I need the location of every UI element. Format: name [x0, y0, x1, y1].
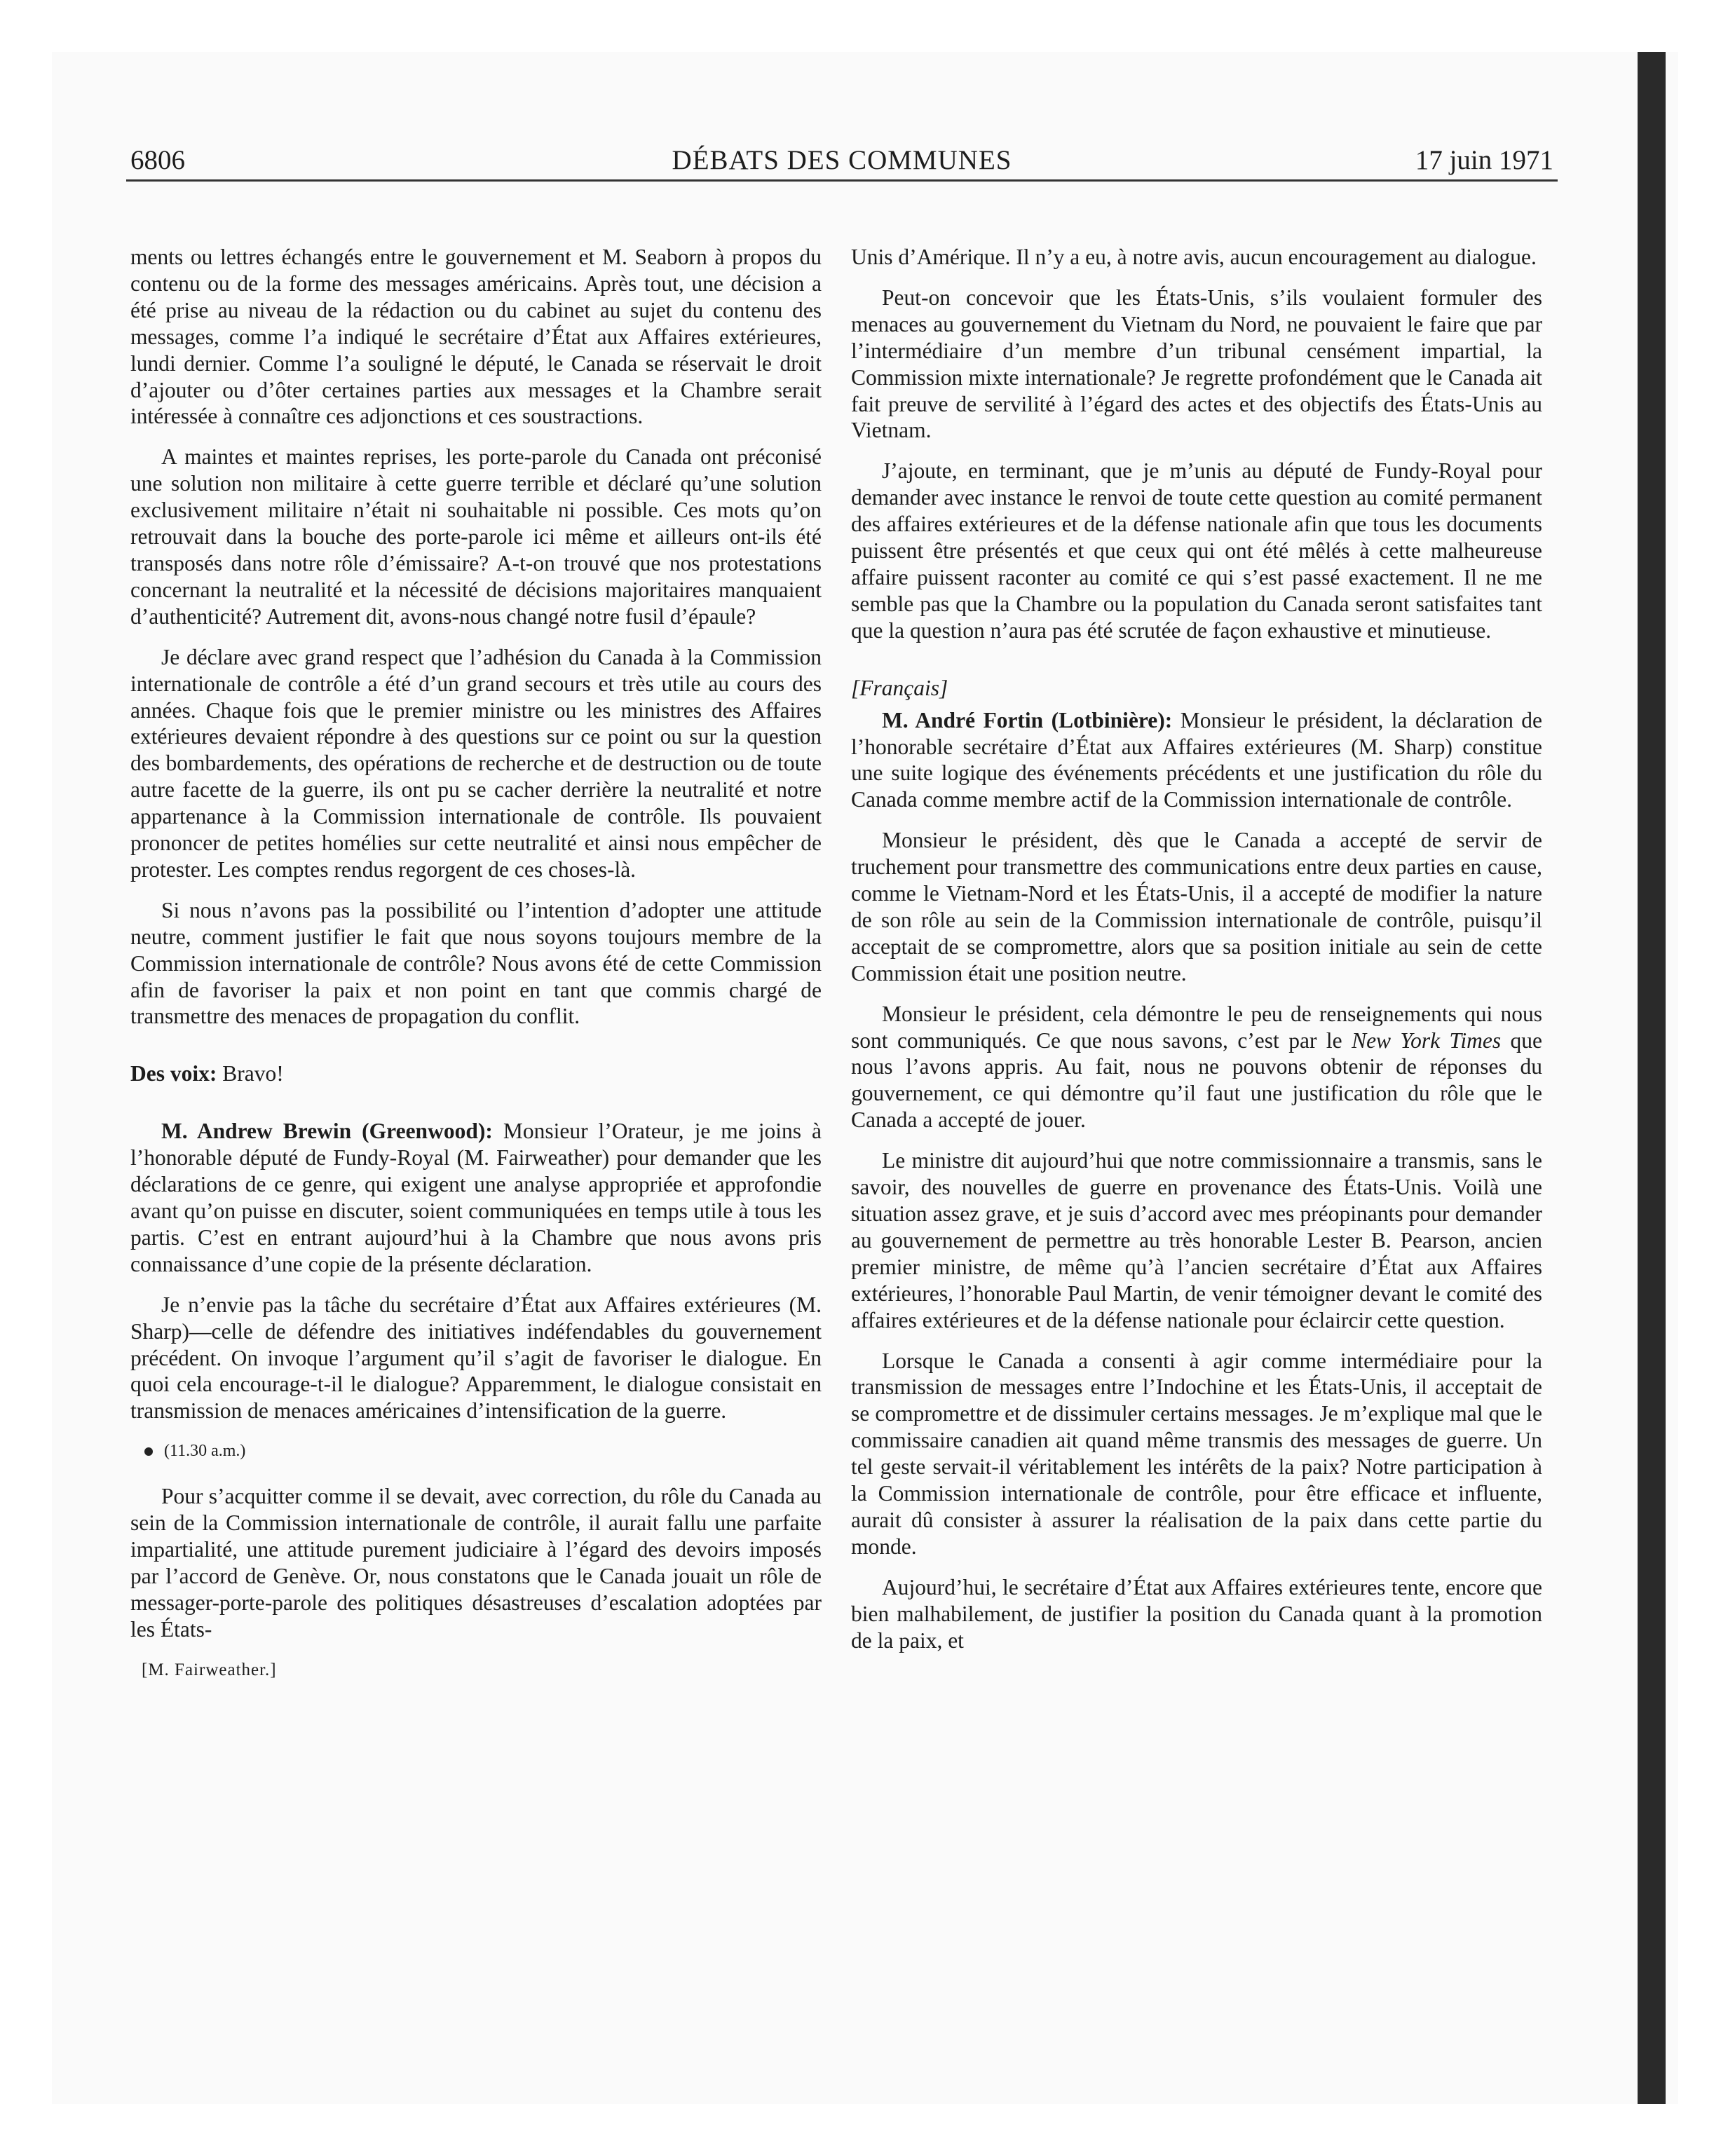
paragraph: J’ajoute, en terminant, que je m’unis au député de Fundy-Royal pour demander avec instance le renvoi de toute cette question au comité permanent des affaires extérieures et de la défense nationale afin que tous les documents puissent être présentés et que ceux qui ont été mêlés à cette malheureuse affaire puissent raconter au comité ce qui s’est passé exactement. Il ne me semble pas que la Chambre ou la population du Canada seront satisfaites tant que la question n’aura pas été scrutée de façon exhaustive et minutieuse.: [851, 458, 1542, 643]
paragraph: Je n’envie pas la tâche du secrétaire d’État aux Affaires extérieures (M. Sharp)—celle de défendre des initiatives indéfendables du gouvernement précédent. On invoque l’argument qu’il s’agit de favoriser le dialogue. En quoi cela encourage-t-il le dialogue? Apparemment, le dialogue consistait en transmission de menaces américaines d’intensification de la guerre.: [130, 1292, 822, 1424]
paragraph: Le ministre dit aujourd’hui que notre commissionnaire a transmis, sans le savoir, des nouvelles de guerre en provenance des États-Unis. Voilà une situation assez grave, et je suis d’accord avec mes préopinants pour demander au gouvernement de permettre au très honorable Lester B. Pearson, ancien premier ministre, de même qu’à l’ancien secrétaire d’État aux Affaires extérieures, l’honorable Paul Martin, de venir témoigner devant le comité des affaires extérieures et de la défense nationale pour éclaircir cette question.: [851, 1148, 1542, 1332]
paragraph: Unis d’Amérique. Il n’y a eu, à notre avis, aucun encouragement au dialogue.: [851, 245, 1537, 269]
paragraph-text: Monsieur le président, cela démontre le peu de renseignements qui nous sont communiqués. Ce que nous savons, c’est par le: [851, 1001, 1542, 1053]
speech-text: Monsieur l’Orateur, je me joins à l’honorable député de Fundy-Royal (M. Fairweather) pour demander que les déclarations de ce genre, qui exigent une analyse appropriée et approfondie avant qu’on puisse en discuter, soient communiquées en temps utile à tous les partis. C’est en entrant aujourd’hui à la Chambre que nous avons pris connaissance d’une copie de la présente déclaration.: [130, 1119, 822, 1276]
right-column: [851, 244, 1542, 1668]
speaker-name: M. Andrew Brewin (Greenwood):: [161, 1119, 493, 1144]
page-title: DÉBATS DES COMMUNES: [672, 145, 1012, 175]
page-date: 17 juin 1971: [1415, 145, 1553, 175]
paragraph: [851, 1001, 1542, 1134]
speech-brewin: [130, 1118, 822, 1277]
paragraph: A maintes et maintes reprises, les porte-parole du Canada ont préconisé une solution non militaire à cette guerre terrible et déclaré qu’une solution exclusivement militaire n’était ni souhaitable ni possible. Ces mots qu’on retrouvait dans la bouche des porte-parole ici même et ailleurs ont-ils été transposés dans notre rôle d’émissaire? A-t-on trouvé que nos protestations concernant la neutralité et la nécessité de décisions majoritaires manquaient d’authenticité? Autrement dit, avons-nous changé notre fusil d’épaule?: [130, 444, 822, 629]
paragraph: Je déclare avec grand respect que l’adhésion du Canada à la Commission internationale de contrôle a été d’un grand secours et très utile au cours des années. Chaque fois que le premier ministre ou les ministres des Affaires extérieures devaient répondre à des questions sur ce point ou sur la question des bombardements, des opérations de recherche et de destruction ou de toute autre facette de la guerre, ils ont pu se cacher derrière la neutralité et notre appartenance à la Commission internationale de contrôle. Ils pouvaient prononcer de petites homélies sur cette neutralité et ainsi nous empêcher de protester. Les comptes rendus regorgent de ces choses-là.: [130, 644, 822, 882]
speech-voices: [130, 1060, 822, 1087]
paragraph-text: que nous l’avons appris. Au fait, nous ne pouvons obtenir de réponses du gouvernement, ce qui démontre qu’il faut une justification du rôle que le Canada a accepté de jouer.: [851, 1028, 1542, 1133]
newspaper-title: New York Times: [1352, 1028, 1502, 1053]
page-header: [126, 143, 1558, 182]
speaker-name: Des voix:: [130, 1061, 217, 1086]
time-marker: [144, 1438, 822, 1465]
speech-fortin: [851, 707, 1542, 814]
time-stamp: (11.30 a.m.): [164, 1442, 246, 1461]
paragraph: Si nous n’avons pas la possibilité ou l’intention d’adopter une attitude neutre, comment justifier le fait que nous soyons toujours membre de la Commission internationale de contrôle? Nous avons été de cette Commission afin de favoriser la paix et non point en tant que commis chargé de transmettre des menaces de propagation du conflit.: [130, 897, 822, 1029]
paragraph: Peut-on concevoir que les États-Unis, s’ils voulaient formuler des menaces au gouvernement du Vietnam du Nord, ne pouvaient le faire que par l’intermédiaire d’un membre d’un tribunal censément impartial, la Commission mixte internationale? Je regrette profondément que le Canada ait fait preuve de servilité à l’égard des actes et des objectifs des États-Unis au Vietnam.: [851, 285, 1542, 443]
scan-edge-bar: [1638, 52, 1666, 2104]
paragraph: ments ou lettres échangés entre le gouvernement et M. Seaborn à propos du contenu ou de la forme des messages américains. Après tout, une décision a été prise au niveau de la rédaction ou du cabinet au sujet du contenu des messages, comme l’a indiqué le secrétaire d’État aux Affaires extérieures, lundi dernier. Comme l’a souligné le député, le Canada se réservait le droit d’ajouter ou d’ôter certaines parties aux messages et la Chambre serait intéressée à connaître ces adjonctions et ces soustractions.: [130, 245, 822, 429]
speaker-footer: [M. Fairweather.]: [142, 1660, 277, 1679]
paragraph: Monsieur le président, dès que le Canada a accepté de servir de truchement pour transmettre des communications entre deux parties en cause, comme le Vietnam-Nord et les États-Unis, il a accepté de modifier la nature de son rôle au sein de la Commission internationale de contrôle, puisqu’il acceptait de se compromettre, alors que sa position initiale au sein de cette Commission était une position neutre.: [851, 828, 1542, 985]
paragraph: Lorsque le Canada a consenti à agir comme intermédiaire pour la transmission de messages entre l’Indochine et les États-Unis, il acceptait de se compromettre et de dissimuler certains messages. Je m’explique mal que le commissaire canadien ait quand même transmis des messages de guerre. Un tel geste servait-il véritablement les intérêts de la paix? Notre participation à la Commission internationale de contrôle, pour être efficace et influente, aurait dû consister à assurer la réalisation de la paix dans cette partie du monde.: [851, 1348, 1542, 1559]
page-number: 6806: [130, 145, 185, 175]
speech-text: Monsieur le président, la déclaration de l’honorable secrétaire d’État aux Affaires extérieures (M. Sharp) constitue une suite logique des événements précédents et une justification du rôle du Canada comme membre actif de la Commission internationale de contrôle.: [851, 707, 1543, 812]
paragraph: Pour s’acquitter comme il se devait, avec correction, du rôle du Canada au sein de la Commission internationale de contrôle, il aurait fallu une parfaite impartialité, une attitude purement judiciaire à l’égard des devoirs imposés par l’accord de Genève. Or, nous constatons que le Canada jouait un rôle de messager-porte-parole des politiques désastreuses d’escalation adoptées par les États-: [130, 1484, 822, 1642]
left-column: [130, 244, 822, 1684]
paragraph: Aujourd’hui, le secrétaire d’État aux Affaires extérieures tente, encore que bien malhabilement, de justifier la position du Canada quant à la promotion de la paix, et: [851, 1574, 1542, 1653]
bullet-icon: [144, 1447, 153, 1456]
speaker-name: M. André Fortin (Lotbinière):: [882, 707, 1173, 732]
language-marker: [Français]: [851, 675, 948, 700]
speech-text: Bravo!: [222, 1061, 284, 1086]
